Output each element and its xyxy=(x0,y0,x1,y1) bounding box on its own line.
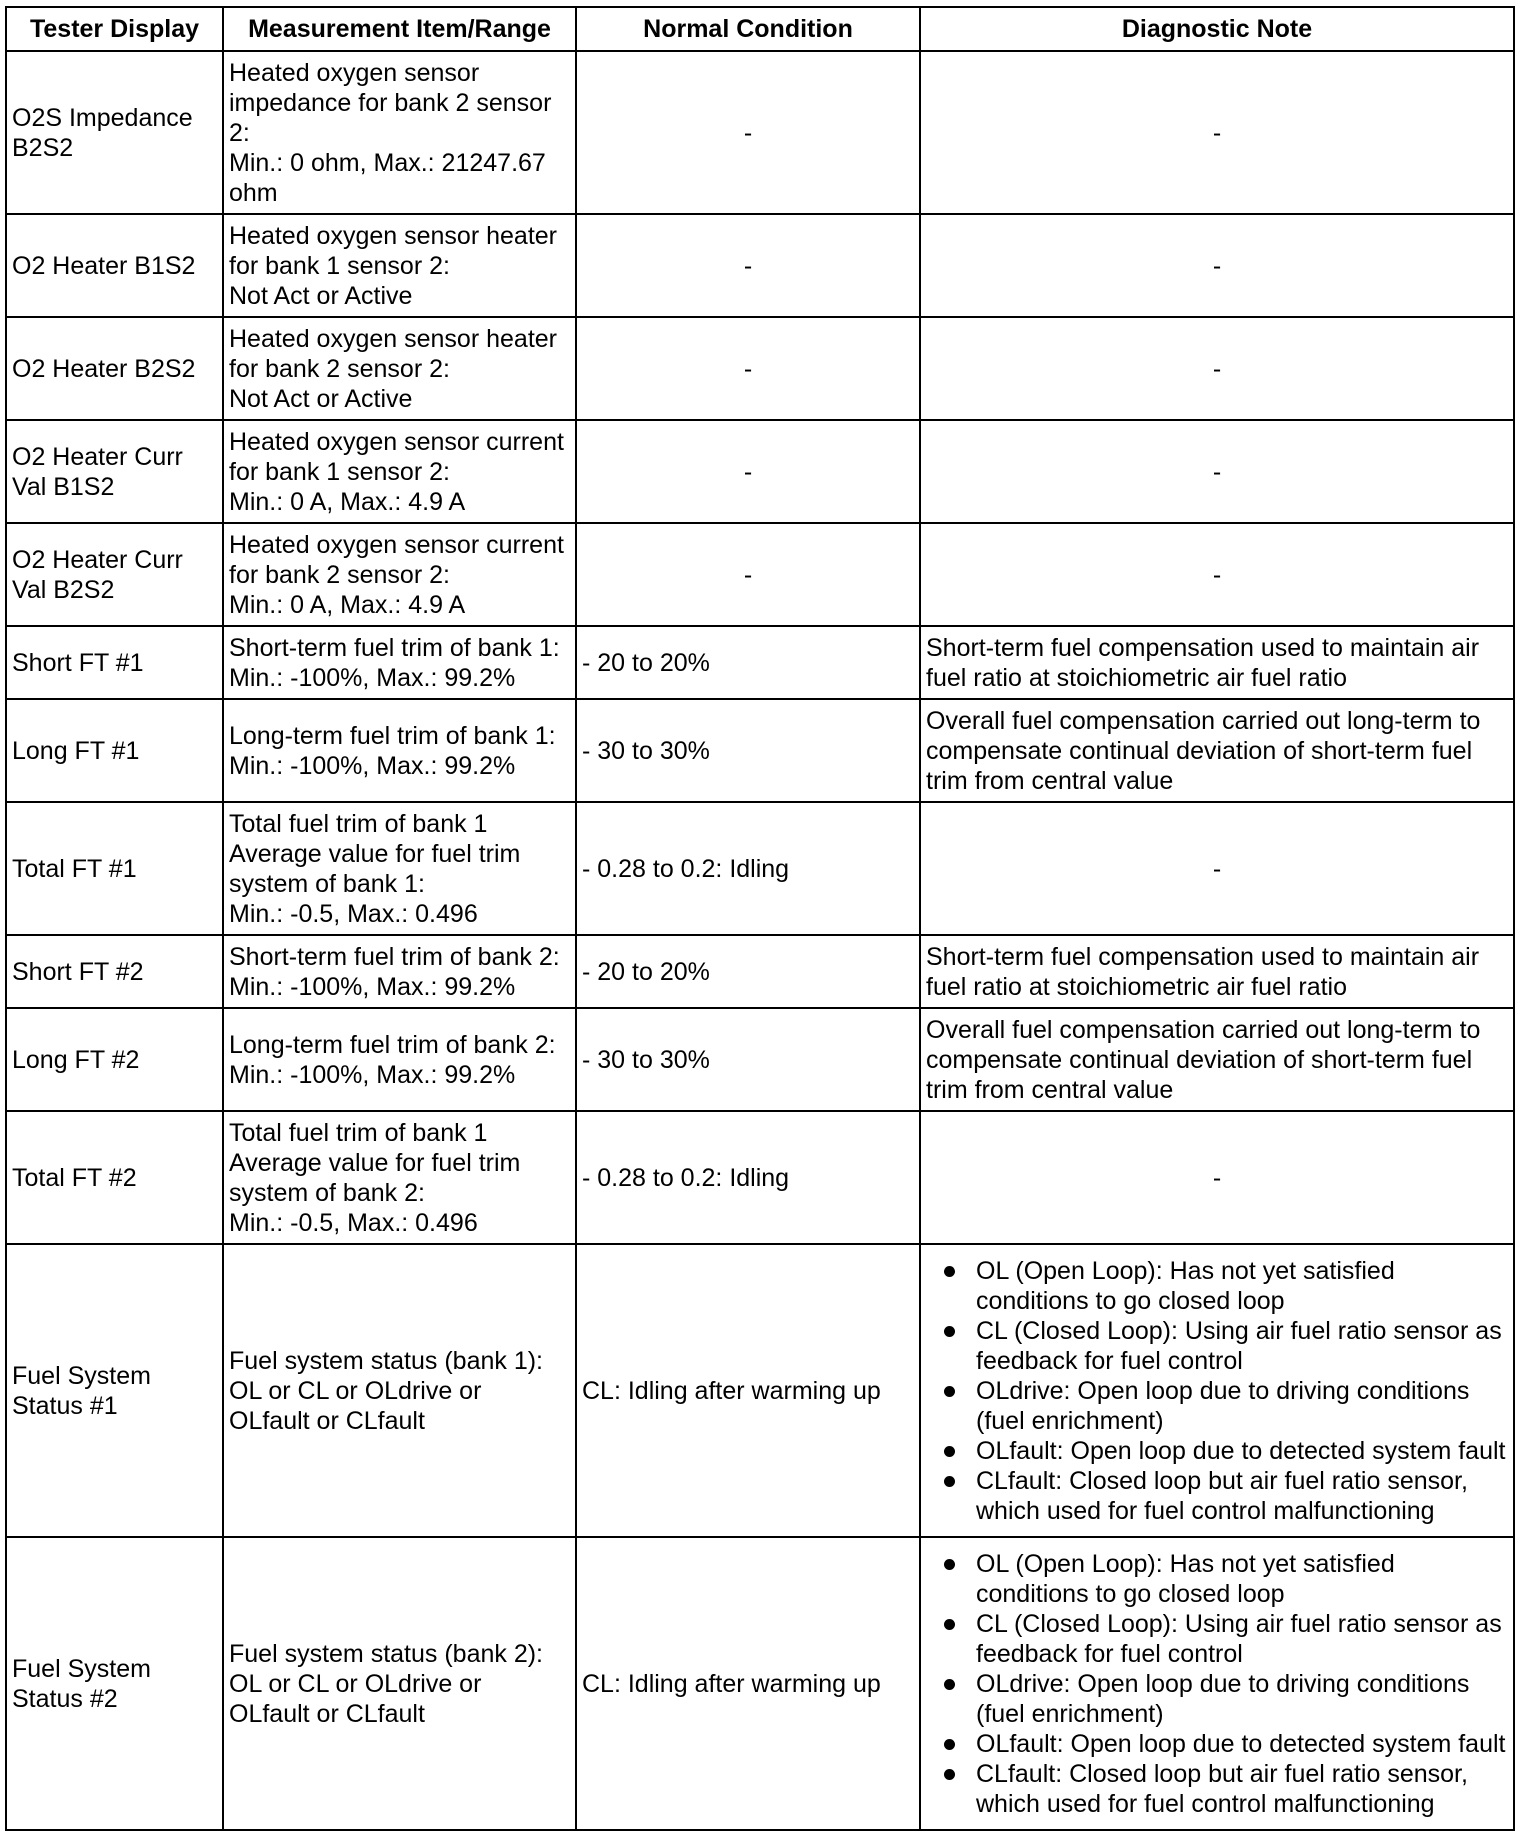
measurement-item-cell: Heated oxygen sensor impedance for bank 2 sensor 2: Min.: 0 ohm, Max.: 21247.67 ohm xyxy=(223,51,576,214)
list-item: CL (Closed Loop): Using air fuel ratio sensor as feedback for fuel control xyxy=(926,1609,1508,1669)
table-row xyxy=(6,1244,1514,1537)
list-item: CL (Closed Loop): Using air fuel ratio sensor as feedback for fuel control xyxy=(926,1316,1508,1376)
diagnostic-note-cell: - xyxy=(920,317,1514,420)
measurement-item-cell: Heated oxygen sensor current for bank 2 sensor 2: Min.: 0 A, Max.: 4.9 A xyxy=(223,523,576,626)
bullet-icon xyxy=(944,1619,955,1630)
table-row xyxy=(6,1111,1514,1244)
header-tester-display: Tester Display xyxy=(6,7,223,51)
diagnostic-note-cell: - xyxy=(920,1111,1514,1244)
diagnostic-note-cell: - xyxy=(920,523,1514,626)
list-item: CLfault: Closed loop but air fuel ratio sensor, which used for fuel control malfunctioning xyxy=(926,1759,1508,1819)
diagnostic-note-cell xyxy=(920,1537,1514,1830)
diagnostic-note-cell: Short-term fuel compensation used to maintain air fuel ratio at stoichiometric air fuel ratio xyxy=(920,626,1514,699)
measurement-item-cell: Fuel system status (bank 1): OL or CL or OLdrive or OLfault or CLfault xyxy=(223,1244,576,1537)
list-item: OL (Open Loop): Has not yet satisfied conditions to go closed loop xyxy=(926,1256,1508,1316)
tester-display-cell: Long FT #1 xyxy=(6,699,223,802)
bullet-icon xyxy=(944,1679,955,1690)
table-row xyxy=(6,935,1514,1008)
diagnostic-note-cell: Overall fuel compensation carried out long-term to compensate continual deviation of short-term fuel trim from central value xyxy=(920,1008,1514,1111)
list-item: OLdrive: Open loop due to driving conditions (fuel enrichment) xyxy=(926,1669,1508,1729)
tester-display-cell: Short FT #2 xyxy=(6,935,223,1008)
diagnostic-note-cell: - xyxy=(920,214,1514,317)
bullet-icon xyxy=(944,1446,955,1457)
tester-display-cell: Long FT #2 xyxy=(6,1008,223,1111)
list-item: OLdrive: Open loop due to driving conditions (fuel enrichment) xyxy=(926,1376,1508,1436)
normal-condition-cell: - xyxy=(576,317,920,420)
tester-display-cell: O2 Heater Curr Val B1S2 xyxy=(6,420,223,523)
header-normal-condition: Normal Condition xyxy=(576,7,920,51)
normal-condition-cell: - 30 to 30% xyxy=(576,1008,920,1111)
list-item: OL (Open Loop): Has not yet satisfied conditions to go closed loop xyxy=(926,1549,1508,1609)
fuel-status-note-list xyxy=(926,1256,1508,1526)
normal-condition-cell: - 0.28 to 0.2: Idling xyxy=(576,802,920,935)
diagnostic-note-cell: Overall fuel compensation carried out long-term to compensate continual deviation of short-term fuel trim from central value xyxy=(920,699,1514,802)
tester-display-cell: Fuel System Status #1 xyxy=(6,1244,223,1537)
bullet-icon xyxy=(944,1476,955,1487)
table-row xyxy=(6,802,1514,935)
tester-display-cell: Fuel System Status #2 xyxy=(6,1537,223,1830)
table-row xyxy=(6,1537,1514,1830)
measurement-item-cell: Short-term fuel trim of bank 1: Min.: -100%, Max.: 99.2% xyxy=(223,626,576,699)
measurement-item-cell: Long-term fuel trim of bank 1: Min.: -100%, Max.: 99.2% xyxy=(223,699,576,802)
tester-display-cell: O2S Impedance B2S2 xyxy=(6,51,223,214)
normal-condition-cell: - 0.28 to 0.2: Idling xyxy=(576,1111,920,1244)
tester-display-cell: Total FT #2 xyxy=(6,1111,223,1244)
table-row xyxy=(6,317,1514,420)
bullet-icon xyxy=(944,1769,955,1780)
diagnostic-note-cell xyxy=(920,1244,1514,1537)
list-item: CLfault: Closed loop but air fuel ratio sensor, which used for fuel control malfunctioning xyxy=(926,1466,1508,1526)
table-row xyxy=(6,420,1514,523)
bullet-icon xyxy=(944,1386,955,1397)
diagnostic-table-container xyxy=(5,6,1515,1831)
table-row xyxy=(6,626,1514,699)
header-diagnostic-note: Diagnostic Note xyxy=(920,7,1514,51)
normal-condition-cell: - 30 to 30% xyxy=(576,699,920,802)
normal-condition-cell: - xyxy=(576,420,920,523)
normal-condition-cell: CL: Idling after warming up xyxy=(576,1244,920,1537)
measurement-item-cell: Total fuel trim of bank 1 Average value for fuel trim system of bank 1: Min.: -0.5, Max.: 0.496 xyxy=(223,802,576,935)
normal-condition-cell: - xyxy=(576,214,920,317)
bullet-icon xyxy=(944,1739,955,1750)
tester-display-cell: Short FT #1 xyxy=(6,626,223,699)
normal-condition-cell: - xyxy=(576,523,920,626)
fuel-status-note-list xyxy=(926,1549,1508,1819)
measurement-item-cell: Short-term fuel trim of bank 2: Min.: -100%, Max.: 99.2% xyxy=(223,935,576,1008)
diagnostic-note-cell: Short-term fuel compensation used to maintain air fuel ratio at stoichiometric air fuel ratio xyxy=(920,935,1514,1008)
tester-display-cell: Total FT #1 xyxy=(6,802,223,935)
tester-display-cell: O2 Heater B1S2 xyxy=(6,214,223,317)
diagnostic-note-cell: - xyxy=(920,802,1514,935)
normal-condition-cell: - 20 to 20% xyxy=(576,935,920,1008)
measurement-item-cell: Long-term fuel trim of bank 2: Min.: -100%, Max.: 99.2% xyxy=(223,1008,576,1111)
table-header-row xyxy=(6,7,1514,51)
list-item: OLfault: Open loop due to detected system fault xyxy=(926,1729,1508,1759)
diagnostic-note-cell: - xyxy=(920,420,1514,523)
normal-condition-cell: - 20 to 20% xyxy=(576,626,920,699)
measurement-item-cell: Fuel system status (bank 2): OL or CL or OLdrive or OLfault or CLfault xyxy=(223,1537,576,1830)
measurement-item-cell: Heated oxygen sensor heater for bank 2 sensor 2: Not Act or Active xyxy=(223,317,576,420)
table-row xyxy=(6,51,1514,214)
bullet-icon xyxy=(944,1266,955,1277)
normal-condition-cell: - xyxy=(576,51,920,214)
list-item: OLfault: Open loop due to detected system fault xyxy=(926,1436,1508,1466)
measurement-item-cell: Heated oxygen sensor heater for bank 1 sensor 2: Not Act or Active xyxy=(223,214,576,317)
measurement-item-cell: Heated oxygen sensor current for bank 1 sensor 2: Min.: 0 A, Max.: 4.9 A xyxy=(223,420,576,523)
table-row xyxy=(6,699,1514,802)
table-row xyxy=(6,1008,1514,1111)
measurement-item-cell: Total fuel trim of bank 1 Average value for fuel trim system of bank 2: Min.: -0.5, Max.: 0.496 xyxy=(223,1111,576,1244)
bullet-icon xyxy=(944,1326,955,1337)
table-row xyxy=(6,523,1514,626)
diagnostic-note-cell: - xyxy=(920,51,1514,214)
table-row xyxy=(6,214,1514,317)
diagnostic-data-table xyxy=(5,6,1515,1831)
tester-display-cell: O2 Heater Curr Val B2S2 xyxy=(6,523,223,626)
tester-display-cell: O2 Heater B2S2 xyxy=(6,317,223,420)
bullet-icon xyxy=(944,1559,955,1570)
normal-condition-cell: CL: Idling after warming up xyxy=(576,1537,920,1830)
header-measurement-item: Measurement Item/Range xyxy=(223,7,576,51)
